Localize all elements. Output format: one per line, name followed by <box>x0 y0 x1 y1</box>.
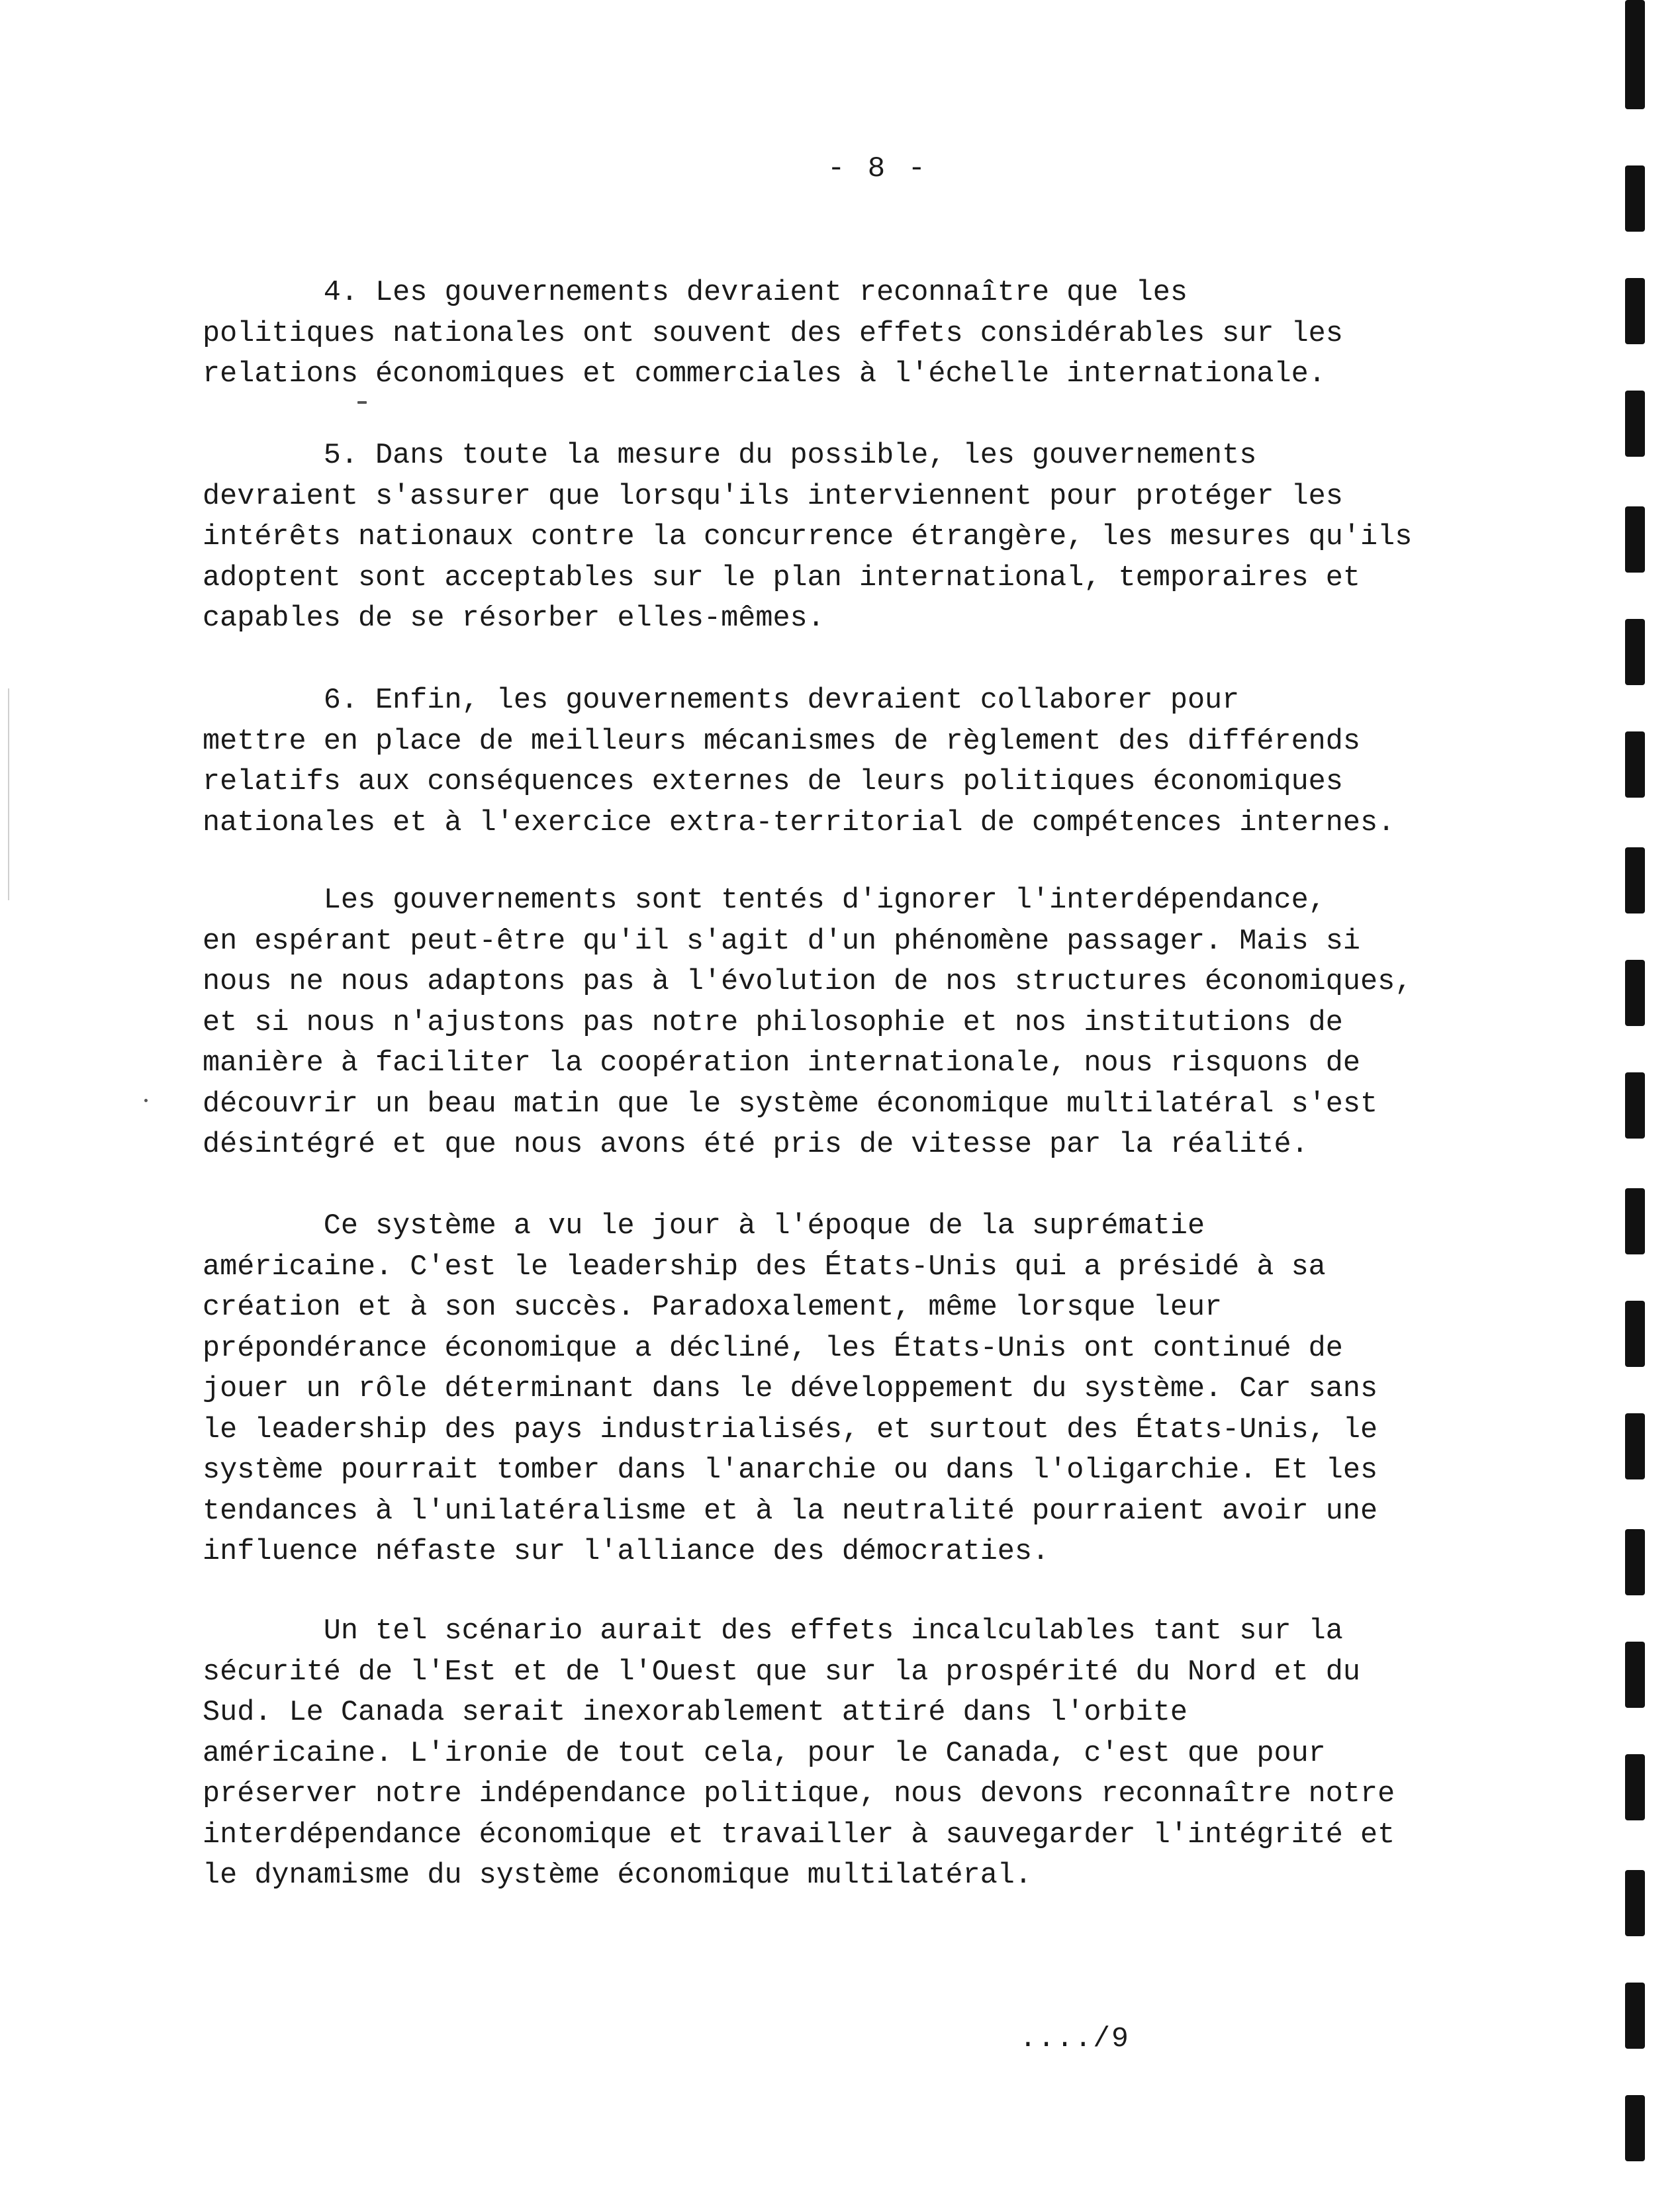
binding-mark <box>1625 0 1645 109</box>
paragraph-interdependance: Les gouvernements sont tentés d'ignorer l'interdépendance, en espérant peut-être qu'il s'agit d'un phénomène passager. Mais si nous ne nous adaptons pas à l'évolution de nos structures économiques, et si nous n'ajustons pas notre philosophie et nos institutions de manière à faciliter la coopération internationale, nous risquons de découvrir un beau matin que le système économique multilatéral s'est désintégré et que nous avons été pris de vitesse par la réalité. <box>203 884 1413 1161</box>
binding-mark <box>1625 1188 1645 1254</box>
binding-mark <box>1625 165 1645 232</box>
binding-mark <box>1625 2095 1645 2161</box>
binding-mark <box>1625 619 1645 685</box>
paragraph-point-6: 6. Enfin, les gouvernements devraient collaborer pour mettre en place de meilleurs mécanismes de règlement des différends relatifs aux conséquences externes de leurs politiques économiques nationales et à l'exercice extra-territorial de compétences internes. <box>203 684 1395 839</box>
scan-speck <box>144 1099 148 1102</box>
binding-mark <box>1625 1413 1645 1479</box>
binding-mark <box>1625 960 1645 1026</box>
scan-speck <box>357 401 367 404</box>
paragraph-systeme: Ce système a vu le jour à l'époque de la suprématie américaine. C'est le leadership des États-Unis qui a présidé à sa création et à son succès. Paradoxalement, même lorsque leur prépondérance économique a décliné, les États-Unis ont continué de jouer un rôle déterminant dans le développement du système. Car sans le leadership des pays industrialisés, et surtout des États-Unis, le système pourrait tomber dans l'anarchie ou dans l'oligarchie. Et les tendances à l'unilatéralisme et à la neutralité pourraient avoir une influence néfaste sur l'alliance des démocraties. <box>203 1210 1378 1568</box>
binding-mark <box>1625 506 1645 573</box>
binding-mark <box>1625 1072 1645 1139</box>
paragraph-scenario: Un tel scénario aurait des effets incalculables tant sur la sécurité de l'Est et de l'Ouest que sur la prospérité du Nord et du Sud. Le Canada serait inexorablement attiré dans l'orbite américaine. L'ironie de tout cela, pour le Canada, c'est que pour préserver notre indépendance politique, nous devons reconnaître notre interdépendance économique et travailler à sauvegarder l'intégrité et le dynamisme du système économique multilatéral. <box>203 1615 1395 1892</box>
paragraph-point-5: 5. Dans toute la mesure du possible, les gouvernements devraient s'assurer que lorsqu'ils interviennent pour protéger les intérêts nationaux contre la concurrence étrangère, les mesures qu'ils adoptent sont acceptables sur le plan international, temporaires et capables de se résorber elles-mêmes. <box>203 440 1413 635</box>
page-number: - 8 - <box>827 152 929 185</box>
binding-mark <box>1625 1983 1645 2049</box>
binding-mark <box>1625 731 1645 798</box>
margin-line <box>8 688 9 900</box>
binding-mark <box>1625 1754 1645 1820</box>
paragraph-point-4: 4. Les gouvernements devraient reconnaître que les politiques nationales ont souvent des effets considérables sur les relations économiques et commerciales à l'échelle internationale. <box>203 277 1343 391</box>
binding-mark <box>1625 391 1645 457</box>
binding-mark <box>1625 1529 1645 1595</box>
binding-mark <box>1625 847 1645 913</box>
binding-mark <box>1625 1642 1645 1708</box>
continuation-marker: ..../9 <box>1019 2022 1130 2055</box>
binding-mark <box>1625 1870 1645 1936</box>
binding-mark <box>1625 1301 1645 1367</box>
binding-mark <box>1625 278 1645 344</box>
